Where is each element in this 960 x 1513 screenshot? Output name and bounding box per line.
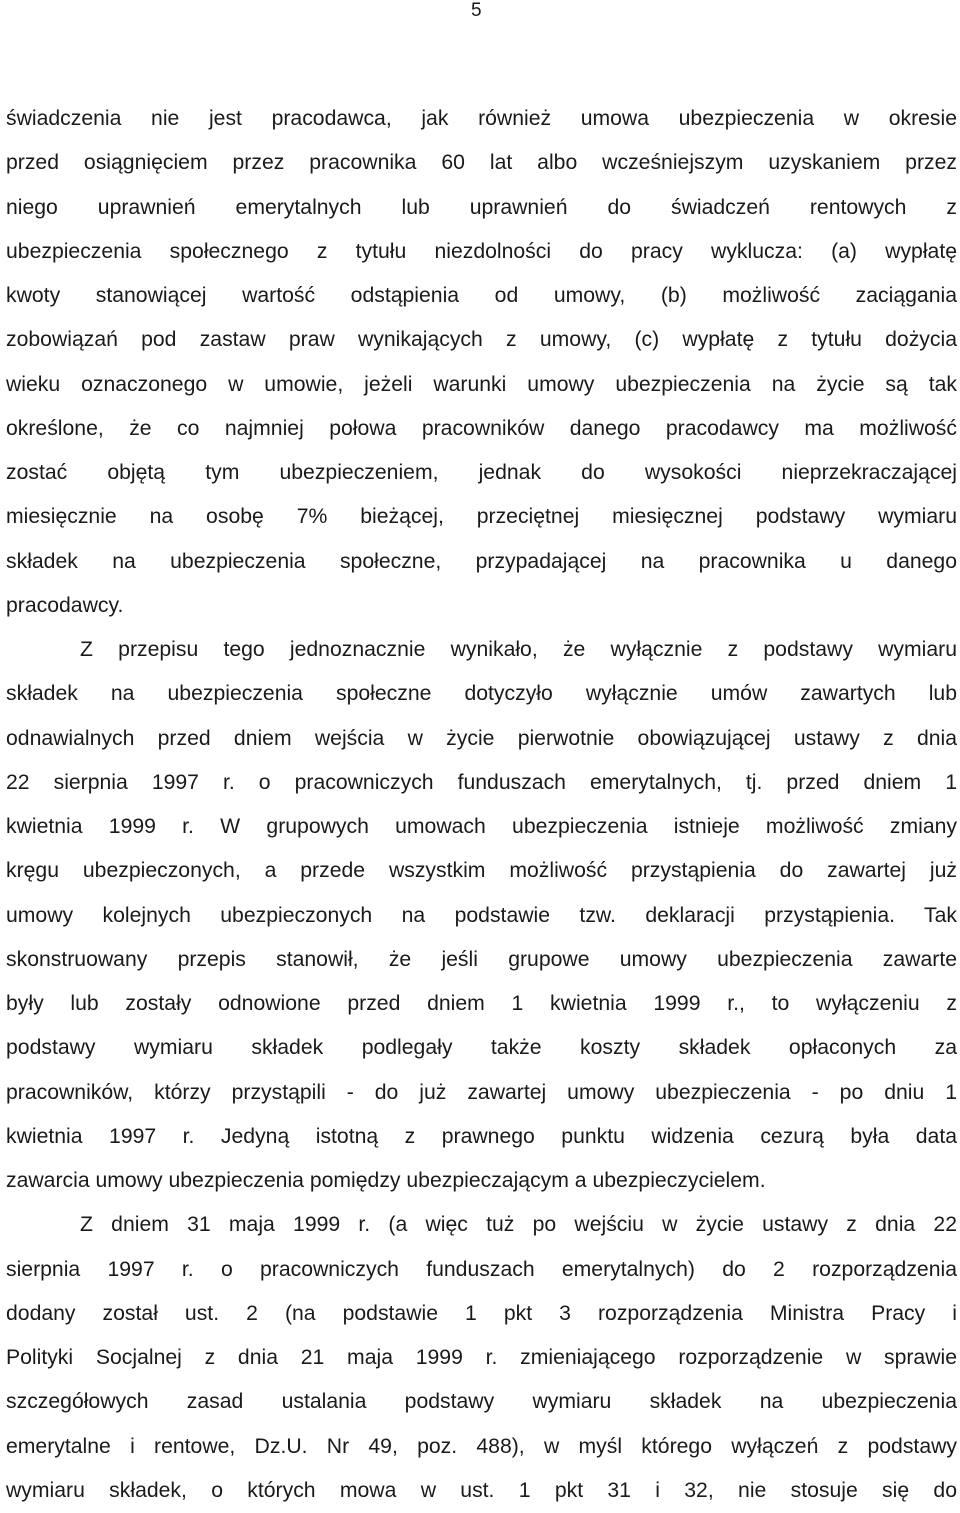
text-line: sierpnia 1997 r. o pracowniczych funduszach emerytalnych) do 2 rozporządzenia <box>6 1257 957 1281</box>
text-line: przed osiągnięciem przez pracownika 60 lat albo wcześniejszym uzyskaniem przez <box>6 151 957 175</box>
text-line: niego uprawnień emerytalnych lub uprawnień do świadczeń rentowych z <box>6 195 957 219</box>
text-line: Z dniem 31 maja 1999 r. (a więc tuż po wejściu w życie ustawy z dnia 22 <box>80 1213 957 1237</box>
page-number: 5 <box>471 0 482 21</box>
text-line: Polityki Socjalnej z dnia 21 maja 1999 r. zmieniającego rozporządzenie w sprawie <box>6 1346 957 1369</box>
text-line: skonstruowany przepis stanowił, że jeśli grupowe umowy ubezpieczenia zawarte <box>6 947 957 971</box>
text-line: Z przepisu tego jednoznacznie wynikało, że wyłącznie z podstawy wymiaru <box>80 638 957 661</box>
text-line: dodany został ust. 2 (na podstawie 1 pkt 3 rozporządzenia Ministra Pracy i <box>6 1301 957 1325</box>
text-line: zobowiązań pod zastaw praw wynikających z umowy, (c) wypłatę z tytułu dożycia <box>6 328 957 352</box>
text-line: składek na ubezpieczenia społeczne, przypadającej na pracownika u danego <box>6 549 957 573</box>
text-line: ubezpieczenia społecznego z tytułu niezdolności do pracy wyklucza: (a) wypłatę <box>6 239 957 263</box>
paragraph-1 <box>6 97 957 628</box>
text-line: umowy kolejnych ubezpieczonych na podstawie tzw. deklaracji przystąpienia. Tak <box>6 903 957 927</box>
text-line: świadczenia nie jest pracodawca, jak również umowa ubezpieczenia w okresie <box>6 107 957 130</box>
text-line: pracodawcy. <box>6 593 124 617</box>
text-line: pracowników, którzy przystąpili - do już zawartej umowy ubezpieczenia - po dniu 1 <box>6 1080 957 1104</box>
text-line: podstawy wymiaru składek podlegały także koszty składek opłaconych za <box>6 1036 957 1060</box>
text-line: odnawialnych przed dniem wejścia w życie pierwotnie obowiązującej ustawy z dnia <box>6 726 957 750</box>
paragraph-2 <box>6 628 957 1203</box>
text-line: zawarcia umowy ubezpieczenia pomiędzy ubezpieczającym a ubezpieczycielem. <box>6 1169 766 1192</box>
text-line: wymiaru składek, o których mowa w ust. 1 pkt 31 i 32, nie stosuje się do <box>6 1478 957 1502</box>
text-line: miesięcznie na osobę 7% bieżącej, przeciętnej miesięcznej podstawy wymiaru <box>6 505 957 529</box>
text-line: były lub zostały odnowione przed dniem 1 kwietnia 1999 r., to wyłączeniu z <box>6 992 957 1015</box>
paragraph-3 <box>6 1203 957 1513</box>
text-line: wieku oznaczonego w umowie, jeżeli warunki umowy ubezpieczenia na życie są tak <box>6 372 957 396</box>
document-body <box>6 97 957 1513</box>
text-line: 22 sierpnia 1997 r. o pracowniczych funduszach emerytalnych, tj. przed dniem 1 <box>6 770 957 794</box>
text-line: szczegółowych zasad ustalania podstawy wymiaru składek na ubezpieczenia <box>6 1390 957 1414</box>
text-line: składek na ubezpieczenia społeczne dotyczyło wyłącznie umów zawartych lub <box>6 682 957 706</box>
text-line: zostać objętą tym ubezpieczeniem, jednak do wysokości nieprzekraczającej <box>6 461 957 484</box>
text-line: kręgu ubezpieczonych, a przede wszystkim możliwość przystąpienia do zawartej już <box>6 859 957 883</box>
text-line: kwietnia 1997 r. Jedyną istotną z prawnego punktu widzenia cezurą była data <box>6 1124 957 1148</box>
text-line: kwietnia 1999 r. W grupowych umowach ubezpieczenia istnieje możliwość zmiany <box>6 815 957 838</box>
text-line: kwoty stanowiącej wartość odstąpienia od umowy, (b) możliwość zaciągania <box>6 284 957 307</box>
text-line: emerytalne i rentowe, Dz.U. Nr 49, poz. 488), w myśl którego wyłączeń z podstawy <box>6 1434 957 1458</box>
text-line: określone, że co najmniej połowa pracowników danego pracodawcy ma możliwość <box>6 416 957 440</box>
